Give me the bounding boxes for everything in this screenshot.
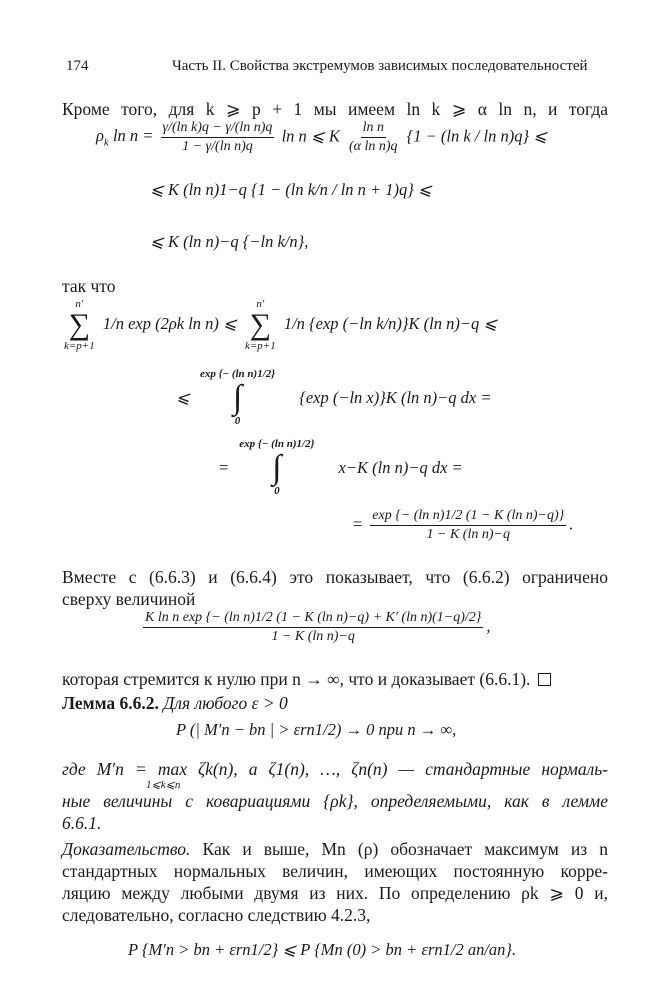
eq1-fraction-2: $\frac{\text{ln n}}{\text{(α ln n)q}}$ <box>348 120 398 154</box>
proof-line-4: следовательно, согласно следствию 4.2.3, <box>62 905 371 925</box>
eq2-left-term: 1/n exp (2ρk ln n) ⩽ <box>102 313 237 333</box>
paragraph-2-line-1: которая стремится к нулю при n → ∞, что и доказывает (6.6.1). <box>62 668 608 690</box>
proof-line-2: стандартных нормальных величин, имеющих постоянную корре- <box>62 861 608 881</box>
proof-line-1: Доказательство. Как и выше, Mn (ρ) обозначает максимум из n <box>62 839 609 859</box>
lemma-line-2: ные величины с ковариациями {ρk}, определяемыми, как в лемме <box>62 791 608 811</box>
so-that-text: так что <box>62 276 116 296</box>
equation-2 <box>60 298 497 352</box>
equation-4: = exp {− (ln n)1/2} ∫ 0 x−K (ln n)−q dx = <box>218 438 463 497</box>
page-number: 174 <box>66 58 89 74</box>
sum-symbol-left: n′ ∑ k=p+1 <box>64 298 95 352</box>
lemma-statement: Для любого ε > 0 <box>163 693 288 713</box>
intro-line: Кроме того, для k ⩾ p + 1 мы имеем ln k ⩾ α ln n, и тогда <box>62 99 608 119</box>
equation-3: ⩽ exp {− (ln n)1/2} ∫ 0 {exp (−ln x)}K (ln n)−q dx = <box>176 368 492 427</box>
lemma-line-1: где M′n = max ζk(n), а ζ1(n), …, ζn(n) — стандартные нормаль- <box>62 759 608 779</box>
lemma-line-3: 6.6.1. <box>62 813 102 833</box>
eq2-right-term: 1/n {exp (−ln k/n)}K (ln n)−q ⩽ <box>283 313 498 333</box>
paragraph-1-line-2: сверху величиной <box>62 589 196 609</box>
sum-symbol-right: n′ ∑ k=p+1 <box>244 298 276 352</box>
proof-label: Доказательство. <box>62 839 191 859</box>
eq1-tail: {1 − (ln k / ln n)q} ⩽ <box>406 126 548 146</box>
equation-8: P {M′n > bn + εrn1/2} ⩽ P {Mn (0) > bn + εrn1/2 an/an}. <box>128 940 517 959</box>
integral-symbol-2: exp {− (ln n)1/2} ∫ 0 <box>239 438 315 497</box>
eq6-fraction: $\frac{\text{K ln n exp \{− (ln n)1/2 (1 − K (ln n)−q) + K′ (ln n)(1−q)/2\}}}{\text{1 − K (ln n)−q}}$ <box>145 610 482 644</box>
lemma-title: Лемма 6.6.2. <box>62 693 159 713</box>
proof-line-3: ляцию между любыми двумя из них. По определению ρk ⩾ 0 и, <box>62 883 608 903</box>
equation-1-line-2: ⩽ K (ln n)1−q {1 − (ln k/n / ln n + 1)q} ⩽ <box>150 180 432 199</box>
equation-1-line-3: ⩽ K (ln n)−q {−ln k/n}, <box>150 232 309 251</box>
equation-7: P (| M′n − bn | > εrn1/2) → 0 при n → ∞, <box>176 720 457 739</box>
eq1-lhs: $\rho_k$ ln n = <box>96 126 154 149</box>
equation-1-line-1 <box>96 120 547 155</box>
eq1-mid: ln n ⩽ K <box>281 126 340 146</box>
integral-symbol-1: exp {− (ln n)1/2} ∫ 0 <box>199 368 276 427</box>
running-head: Часть II. Свойства экстремумов зависимых последовательностей <box>172 58 588 74</box>
eq3-integrand: {exp (−ln x)}K (ln n)−q dx = <box>299 388 492 407</box>
eq1-fraction-1: $\frac{\text{γ/(ln k)q − γ/(ln n)q}}{\text{1 − γ/(ln n)q}}$ <box>162 120 273 154</box>
paragraph-1-line-1: Вместе с (6.6.3) и (6.6.4) это показывает, что (6.6.2) ограничено <box>62 567 608 587</box>
lemma-heading <box>62 692 608 714</box>
equation-5: = $\frac{\text{exp \{− (ln n)1/2 (1 − K (ln n)−q)\}}}{\text{1 − K (ln n)−q}}$ . <box>352 508 574 542</box>
eq4-integrand: x−K (ln n)−q dx = <box>338 458 463 477</box>
lemma-max-subscript: 1⩽k⩽n <box>146 779 181 791</box>
equation-6: $\frac{\text{K ln n exp \{− (ln n)1/2 (1 − K (ln n)−q) + K′ (ln n)(1−q)/2\}}}{\text{1 − K (ln n)−q}}$ , <box>145 610 491 644</box>
qed-square-icon <box>538 673 551 686</box>
eq5-fraction: $\frac{\text{exp \{− (ln n)1/2 (1 − K (ln n)−q)\}}}{\text{1 − K (ln n)−q}}$ <box>372 508 565 542</box>
